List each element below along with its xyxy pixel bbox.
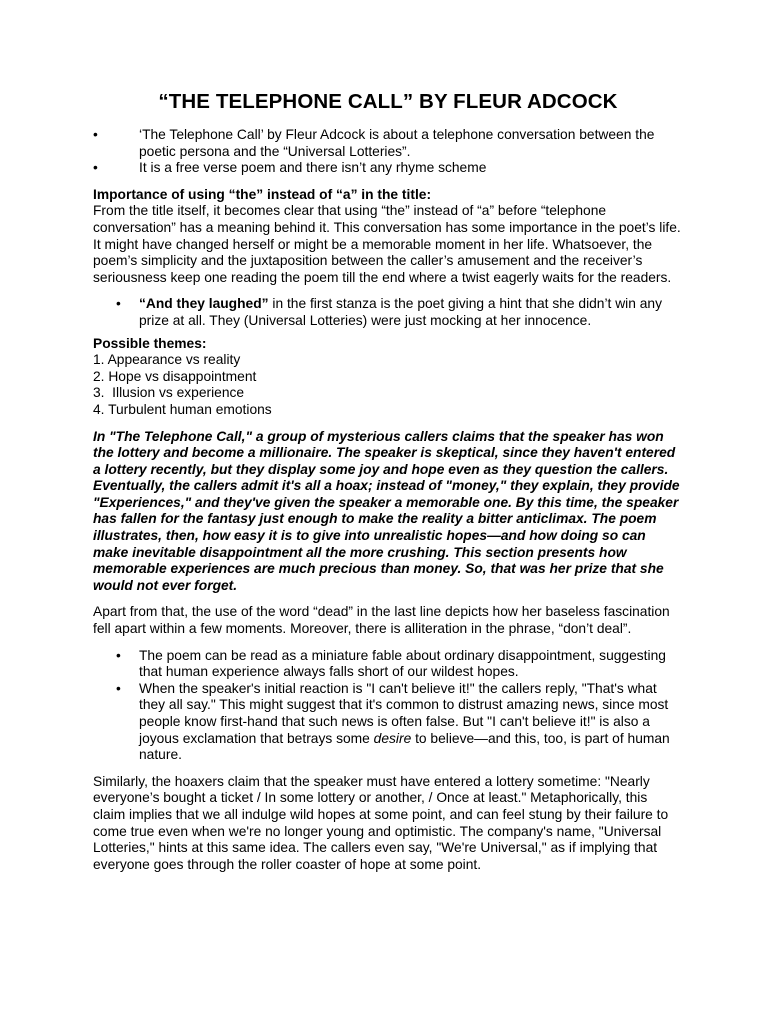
apart-paragraph: Apart from that, the use of the word “dead” in the last line depicts how her baseless fascination fell apart within a few moments. Moreover, there is alliteration in the phrase, “don’t deal”. xyxy=(93,604,670,637)
themes-list xyxy=(93,352,683,418)
fable-bullet-list xyxy=(93,648,683,764)
laughed-bold-text: “And they laughed” xyxy=(139,296,269,312)
bullet-icon: • xyxy=(116,680,121,696)
laughed-bullet-list xyxy=(93,296,683,329)
theme-item: 1. Appearance vs reality xyxy=(93,352,241,368)
bullet-icon: • xyxy=(116,647,121,663)
theme-item: 3. Illusion vs experience xyxy=(93,385,245,401)
intro-bullet-text: It is a free verse poem and there isn’t any rhyme scheme xyxy=(139,160,487,176)
laughed-rest-text: in the first stanza is the poet giving a hint that she didn’t win any prize at all. They (Universal Lotteries) were just mocking at her innocence. xyxy=(139,296,662,328)
importance-body: From the title itself, it becomes clear that using “the” instead of “a” before “telephone conversation” has a meaning behind it. This conversation has some importance in the poet’s life. It might have changed herself or might be a memorable moment in her life. Whatsoever, the poem’s simplicity and the juxtaposition between the caller’s amusement and the receiver’s seriousness keep one reading the poem till the end where a twist eagerly waits for the readers. xyxy=(93,203,681,285)
fable-bullet-second-after: to believe—and this, too, is part of human nature. xyxy=(139,730,670,763)
bullet-icon: • xyxy=(93,127,98,142)
list-item xyxy=(93,127,683,160)
intro-bullet-list xyxy=(93,127,683,177)
page-content xyxy=(93,88,683,873)
fable-bullet-first: The poem can be read as a miniature fable about ordinary disappointment, suggesting that human experience always falls short of our wildest hopes. xyxy=(139,647,666,680)
importance-heading: Importance of using “the” instead of “a” in the title: xyxy=(93,186,432,202)
list-item xyxy=(116,296,683,329)
summary-paragraph: In "The Telephone Call," a group of mysterious callers claims that the speaker has won the lottery and become a millionaire. The speaker is skeptical, since they haven't entered a lottery recently, but they display some joy and hope even as they question the callers. Eventually, the callers admit it's all a hoax; instead of "money," they explain, they provide "Experiences," and they've given the speaker a memorable one. By this time, the speaker has fallen for the fantasy just enough to make the reality a bitter anticlimax. The poem illustrates, then, how easy it is to give into unrealistic hopes—and how doing so can make inevitable disappointment all the more crushing. This section presents how memorable experiences are much precious than money. So, that was her prize that she would not ever forget. xyxy=(93,428,680,593)
fable-bullet-second-emphasis: desire xyxy=(373,730,412,746)
bullet-icon: • xyxy=(93,160,98,176)
list-item xyxy=(93,160,683,177)
document-title: “THE TELEPHONE CALL” BY FLEUR ADCOCK xyxy=(158,90,618,113)
theme-item: 2. Hope vs disappointment xyxy=(93,368,257,384)
list-item xyxy=(116,648,683,681)
theme-item: 4. Turbulent human emotions xyxy=(93,401,272,417)
fable-bullet-second-before: When the speaker's initial reaction is "I can't believe it!" the callers reply, "That's what they all say." This might suggest that it's common to distrust amazing news, since most people know first-hand that such news is often false. But "I can't believe it!" is also a joyous exclamation that betrays some xyxy=(139,680,669,746)
similarly-paragraph: Similarly, the hoaxers claim that the speaker must have entered a lottery sometime: "Nearly everyone’s bought a ticket / In some lottery or another, / Once at least." Metaphorically, this claim implies that we all indulge wild hopes at some point, and can feel stung by their failure to come true even when we're no longer young and optimistic. The company's name, "Universal Lotteries," hints at this same idea. The callers even say, "We're Universal," as if implying that everyone goes through the roller coaster of hope at some point. xyxy=(93,773,669,872)
themes-heading: Possible themes: xyxy=(93,335,207,351)
list-item xyxy=(116,681,683,764)
intro-bullet-text: ‘The Telephone Call’ by Fleur Adcock is about a telephone conversation between the poetic persona and the “Universal Lotteries”. xyxy=(139,127,655,159)
bullet-icon: • xyxy=(116,296,121,312)
